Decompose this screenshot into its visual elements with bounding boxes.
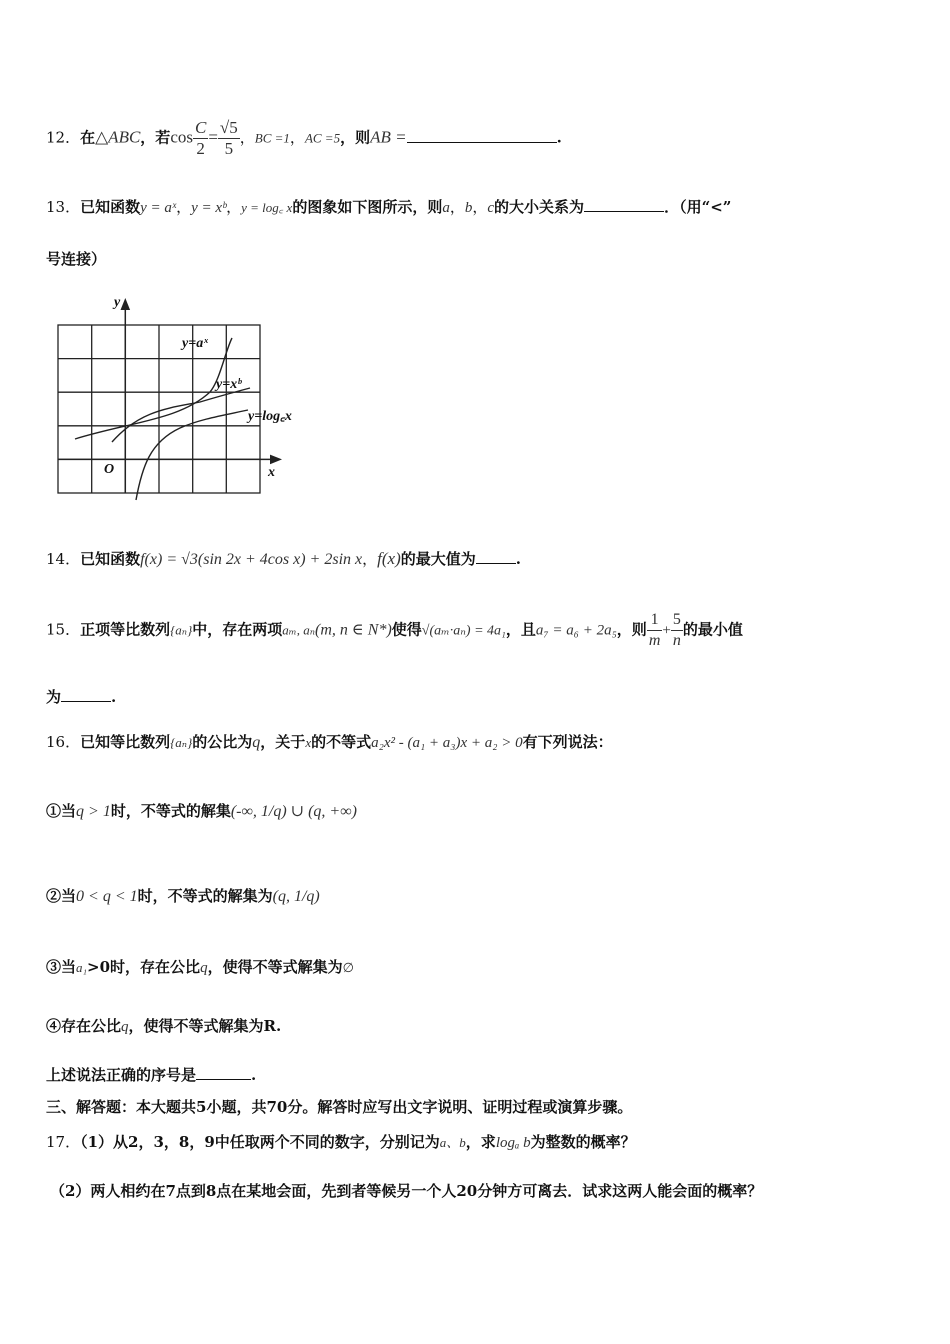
- question-16: 16．已知等比数列{aₙ}的公比为q，关于x的不等式a₂x² - (a₁ + a₃)x + a₂ > 0有下列说法：: [46, 733, 613, 751]
- curve-exponential: [75, 338, 232, 439]
- statement-2: ②当0 < q < 1时，不等式的解集为(q, 1/q): [46, 887, 320, 905]
- q12-number: 12．: [46, 128, 81, 147]
- q16-ask: 上述说法正确的序号是 .: [46, 1066, 257, 1084]
- question-15-cont: 为 .: [46, 688, 117, 706]
- q13-answer-blank: [584, 211, 664, 212]
- q13-function-graph: [50, 292, 310, 502]
- x-axis-arrow: [270, 455, 282, 465]
- q15-answer-blank: [61, 701, 111, 702]
- section-3-title: 三、解答题：本大题共5小题，共70分。解答时应写出文字说明、证明过程或演算步骤。: [46, 1098, 633, 1116]
- q16-answer-blank: [196, 1079, 251, 1080]
- question-17-part-2: （2）两人相约在7点到8点在某地会面，先到者等候另一个人20分钟方可离去．试求这两人能会面的概率？: [50, 1182, 763, 1200]
- q14-answer-blank: [476, 563, 516, 564]
- origin-label: O: [104, 462, 115, 477]
- q12-fraction-root5: $\frac{√5}{5}$: [219, 118, 238, 158]
- question-12: 12．在△ABC，若cos $\frac{C}{2}$ = $\frac{√5}{5}$ ，BC =1，AC =5，则AB = .: [46, 118, 562, 158]
- curve-power: [112, 388, 250, 442]
- label-exponential: y=aˣ: [182, 336, 208, 351]
- q12-fraction-c2: $\frac{C}{2}$: [194, 118, 207, 158]
- q12-answer-blank: [407, 142, 557, 143]
- question-13-cont: 号连接）: [46, 250, 107, 268]
- label-power: y=xᵇ: [216, 377, 242, 392]
- question-14: 14．已知函数f(x) = √3(sin 2x + 4cos x) + 2sin x，f(x)的最大值为 .: [46, 549, 521, 568]
- x-axis-label: x: [268, 465, 275, 480]
- q15-fraction-5-n: $\frac{5}{n}$: [672, 611, 681, 649]
- q15-fraction-1-m: $\frac{1}{m}$: [648, 611, 661, 649]
- y-axis-arrow: [121, 298, 131, 310]
- question-13: 13．已知函数y = aˣ，y = xᵇ，y = log꜀ x的图象如下图所示，则a，b，c的大小关系为 ．（用“<”: [46, 198, 732, 216]
- statement-4: ④存在公比q，使得不等式解集为R.: [46, 1017, 282, 1035]
- statement-3: ③当a₁>0时，存在公比q，使得不等式解集为∅: [46, 958, 354, 976]
- statement-1: ①当q > 1时，不等式的解集(-∞, 1/q) ∪ (q, +∞): [46, 802, 357, 820]
- y-axis-label: y: [114, 295, 121, 310]
- question-15: 15．正项等比数列{aₙ}中，存在两项aₘ, aₙ(m, n ∈ N*)使得√(aₘ·aₙ) = 4a₁，且a₇ = a₆ + 2a₅，则 $\frac{1}{m}$ + $\frac{5}{n}$ 的最小值: [46, 611, 743, 649]
- label-log: y=log꜀x: [248, 409, 292, 424]
- curve-log: [136, 410, 248, 500]
- question-17-part-1: 17．（1）从2，3，8，9中任取两个不同的数字，分别记为a、b，求logₐ b为整数的概率？: [46, 1133, 636, 1151]
